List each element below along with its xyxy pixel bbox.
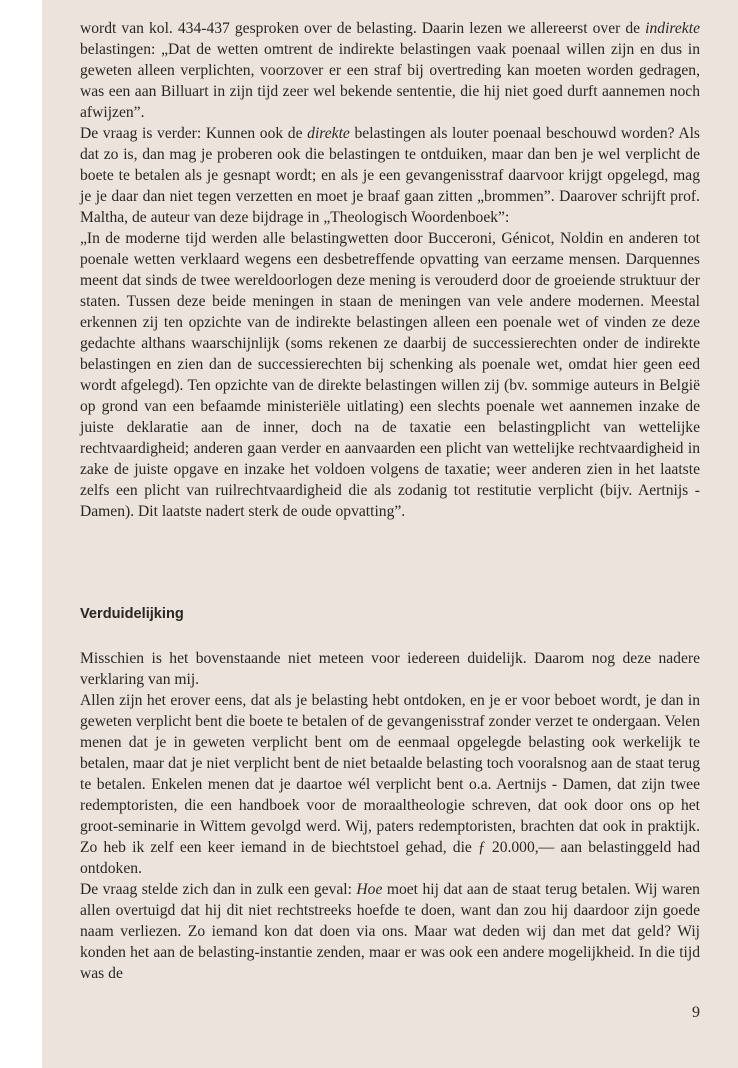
page-number: 9 — [692, 1004, 700, 1021]
paragraph: Allen zijn het erover eens, dat als je belasting hebt ontdoken, en je er voor beboet wordt, je dan in geweten verplicht bent die boete te betalen of de gevangenisstraf zonder verzet te ondergaan. Velen menen dat je in geweten verplicht bent om de eenmaal opgelegde belasting ook werkelijk te betalen, maar dat je niet verplicht bent de niet betaalde belasting toch vooralsnog aan de staat terug te betalen. Enkelen menen dat je daartoe wél verplicht bent o.a. Aertnijs - Damen, dat zijn twee redemptoristen, die een handboek voor de moraaltheologie schreven, dat ook door ons op het groot-seminarie in Wittem gevolgd werd. Wij, paters redemptoristen, brachten dat ook in praktijk. Zo heb ik zelf een keer iemand in de biechtstoel gehad, die ƒ 20.000,— aan belastinggeld had ontdoken. — [80, 692, 700, 877]
section-heading: Verduidelijking — [80, 606, 184, 622]
paragraph: De vraag is verder: Kunnen ook de direkte belastingen als louter poenaal beschouwd worden? Als dat zo is, dan mag je proberen ook die belastingen te ontduiken, maar dan ben je wel verplicht de boete te betalen als je gesnapt wordt; en als je een gevangenisstraf daarvoor krijgt opgelegd, mag je je daar dan niet tegen verzetten en moet je braaf gaan zitten „brommen”. Daarover schrijft prof. Maltha, de auteur van deze bijdrage in „Theologisch Woordenboek”: — [80, 125, 700, 226]
emphasis: direkte — [307, 125, 350, 142]
paragraph: Misschien is het bovenstaande niet meteen voor iedereen duidelijk. Daarom nog deze nadere verklaring van mij. — [80, 650, 700, 688]
paragraph: wordt van kol. 434-437 gesproken over de belasting. Daarin lezen we allereerst over de indirekte belastingen: „Dat de wetten omtrent de indirekte belastingen vaak poenaal willen zijn en dus in geweten alleen verplichten, voorzover er een straf bij overtreding kan moeten worden gedragen, was een aan Billuart in zijn tijd zeer wel bekende sententie, die hij niet goed durft aannemen noch afwijzen”. — [80, 20, 700, 121]
emphasis: indirekte — [645, 20, 700, 37]
paragraph: De vraag stelde zich dan in zulk een geval: Hoe moet hij dat aan de staat terug betalen. Wij waren allen overtuigd dat hij dit niet rechtstreeks hoefde te doen, want dan zou hij daardoor zijn goede naam verliezen. Zo iemand kon dat doen via ons. Maar wat deden wij dan met dat geld? Wij konden het aan de belasting-instantie zenden, maar er was ook een andere mogelijkheid. In die tijd was de — [80, 881, 700, 982]
body-text-bottom — [80, 648, 700, 984]
quote-paragraph: „In de moderne tijd werden alle belastingwetten door Bucceroni, Génicot, Noldin en anderen tot poenale wetten verklaard wegens een desbetreffende opvatting van eerzame mensen. Darquennes meent dat sinds de twee wereldoorlogen deze mening is verouderd door de groeiende struktuur der staten. Tussen deze beide meningen in staan de meningen van vele andere modernen. Meestal erkennen zij ten opzichte van de indirekte belastingen alleen een poenale wet of vinden ze deze gedachte althans waarschijnlijk (soms rekenen ze daarbij de successierechten onder de indirekte belastingen en zien dan de successierechten bij schenking als poenale wet, omdat hier geen eed wordt afgelegd). Ten opzichte van de direkte belastingen willen zij (bv. sommige auteurs in België op grond van een befaamde ministeriële uitlating) een slechts poenale wet aannemen inzake de juiste deklaratie aan de inner, doch na de taxatie een belastingplicht van wettelijke rechtvaardigheid; anderen gaan verder en aanvaarden een plicht van wettelijke rechtvaardigheid in zake de juiste opgave en inzake het voldoen volgens de taxatie; weer anderen zien in het laatste zelfs een plicht van ruilrechtvaardigheid die als zodanig tot restitutie verplicht (bijv. Aertnijs - Damen). Dit laatste nadert sterk de oude opvatting”. — [80, 230, 700, 520]
document-page — [42, 0, 738, 1068]
body-text-top — [80, 18, 700, 522]
emphasis: Hoe — [356, 881, 383, 898]
